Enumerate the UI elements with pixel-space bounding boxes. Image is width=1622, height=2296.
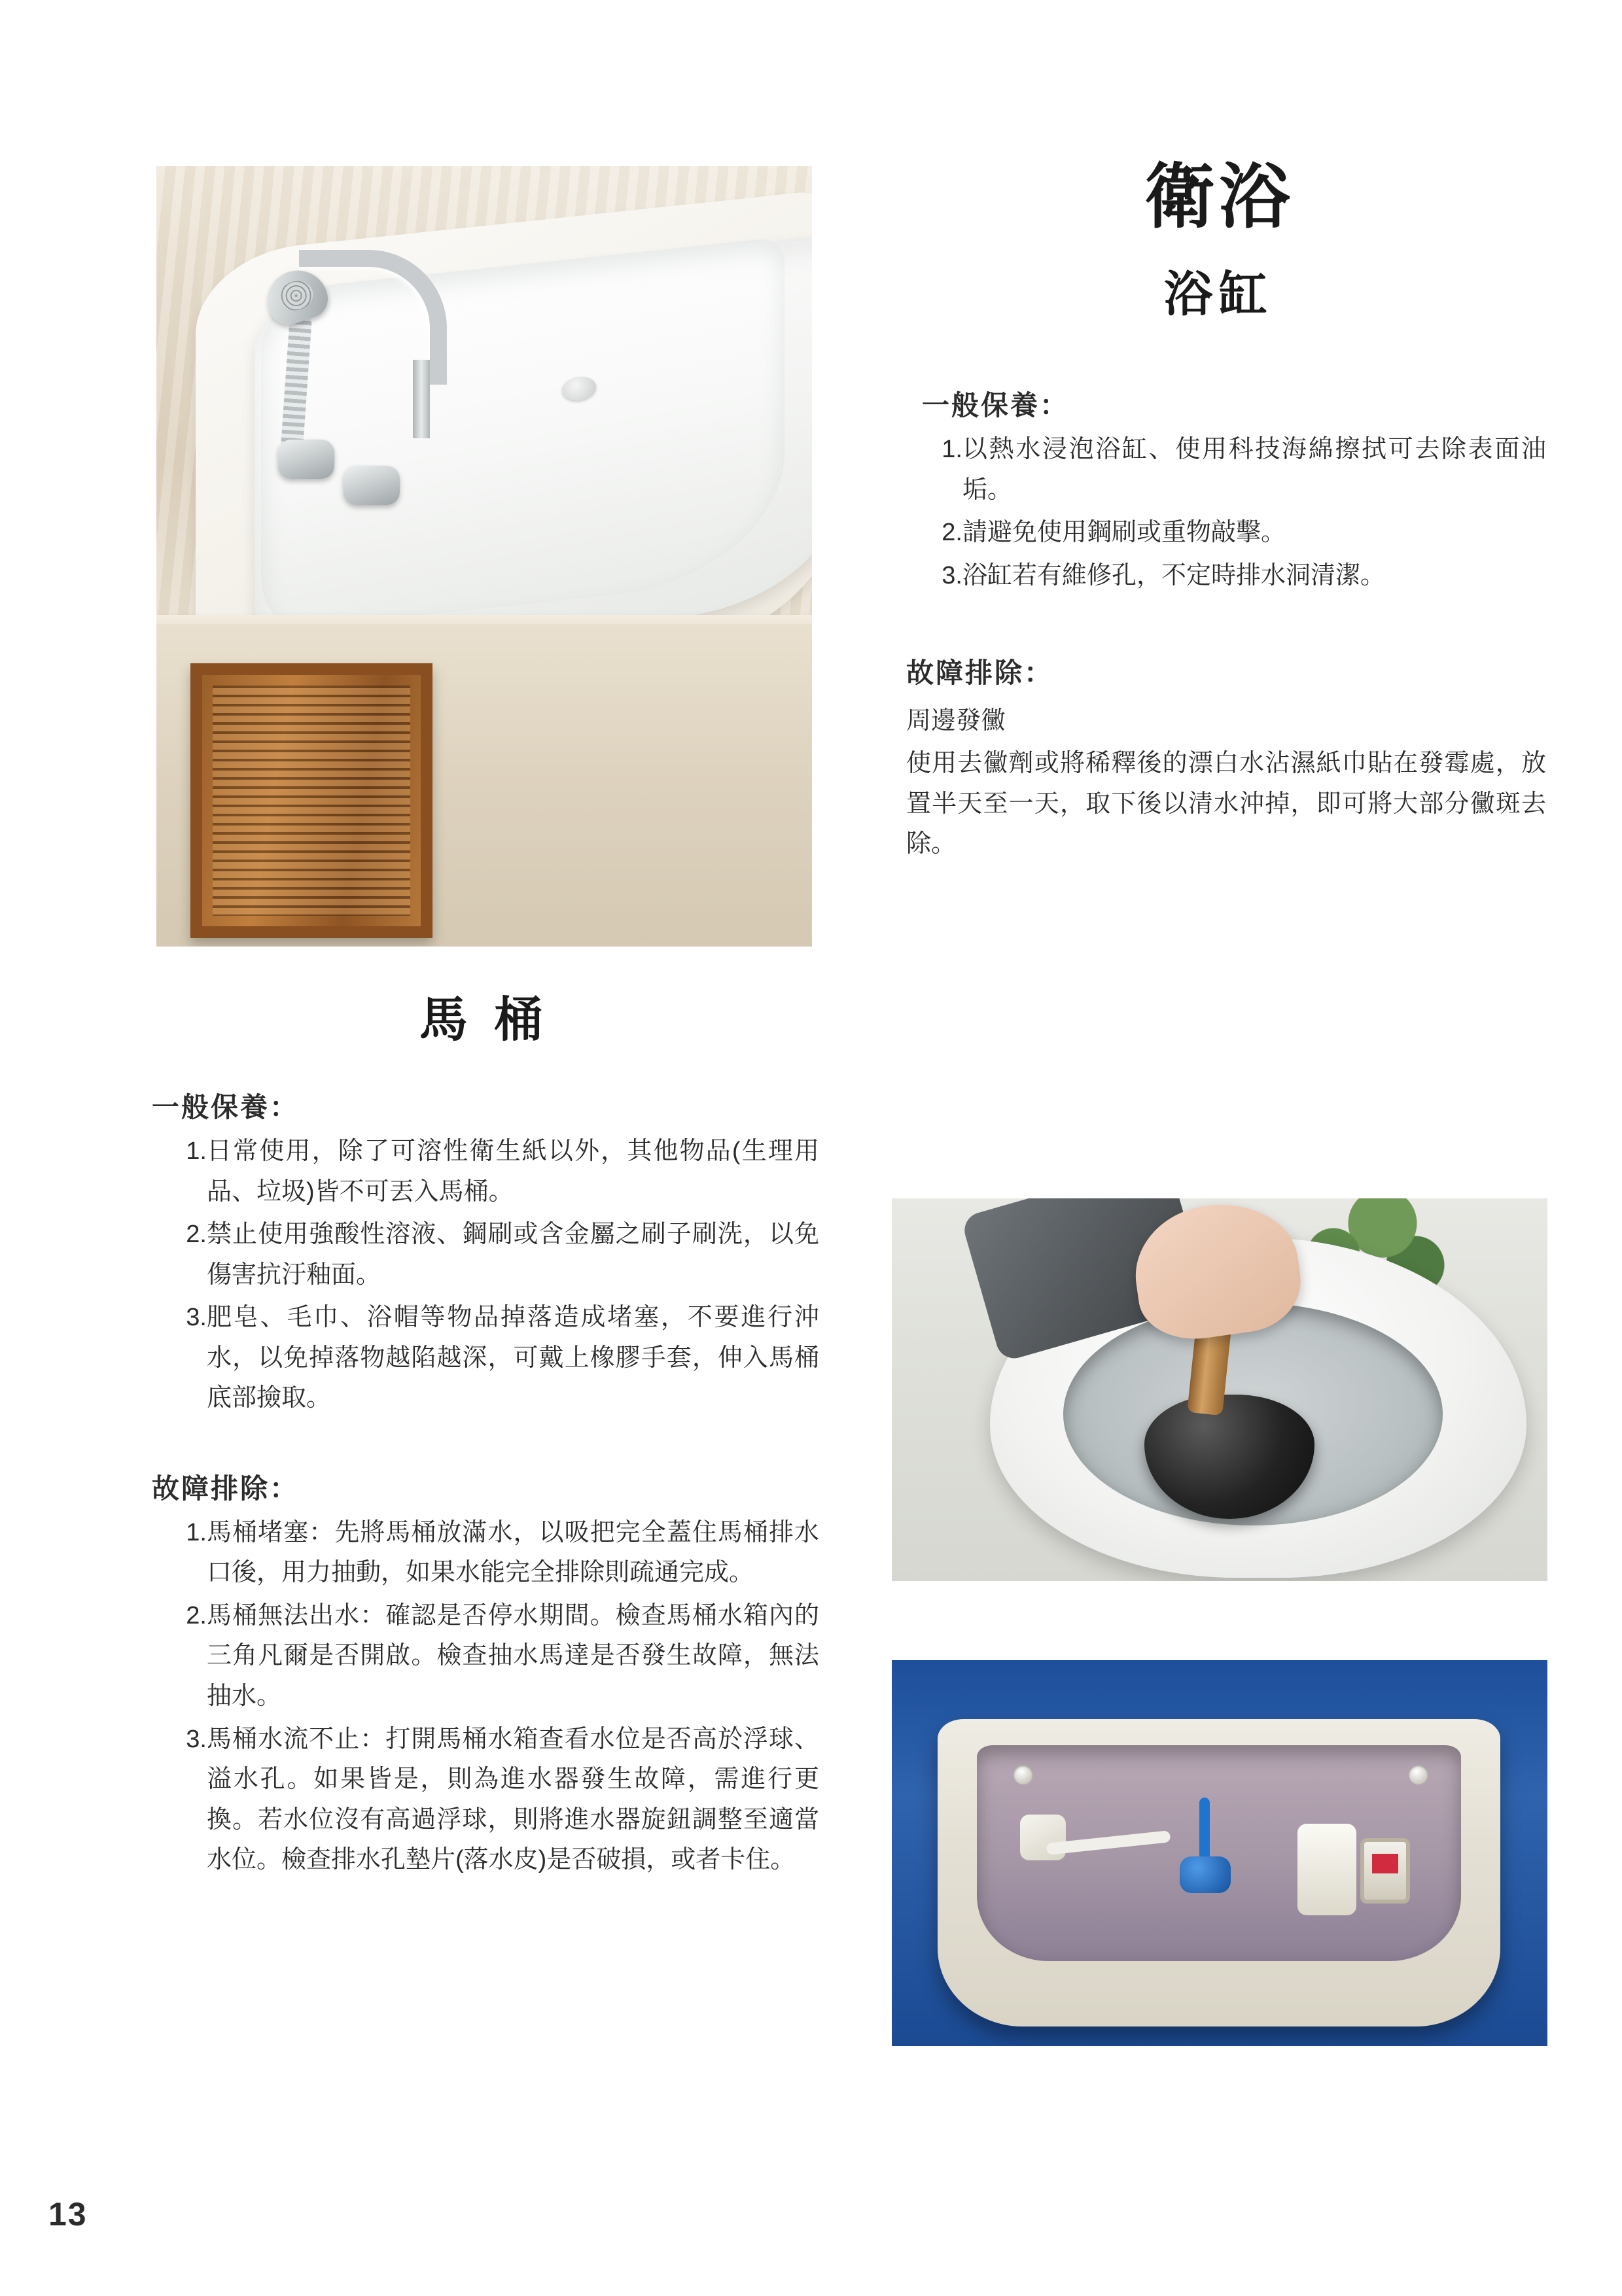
toilet-section bbox=[152, 1086, 819, 1883]
list-number: 1. bbox=[942, 436, 962, 464]
list-item bbox=[166, 1298, 819, 1419]
list-item bbox=[922, 556, 1546, 597]
float-cup bbox=[1180, 1856, 1231, 1893]
bathtub-photo bbox=[156, 166, 812, 947]
bathtub-maintenance-label: 一般保養： bbox=[922, 390, 1070, 421]
bathtub-troubleshoot-label: 故障排除： bbox=[906, 657, 1054, 688]
list-item bbox=[166, 1720, 819, 1881]
list-text: 請避免使用鋼刷或重物敲擊。 bbox=[962, 519, 1286, 547]
list-number: 2. bbox=[942, 519, 962, 547]
page-number: 13 bbox=[48, 2196, 88, 2233]
flush-valve-tube bbox=[1297, 1824, 1356, 1915]
list-text: 浴缸若有維修孔，不定時排水洞清潔。 bbox=[962, 562, 1386, 590]
list-text: 以熱水浸泡浴缸、使用科技海綿擦拭可去除表面油垢。 bbox=[962, 436, 1546, 504]
toilet-maintenance-label: 一般保養： bbox=[152, 1092, 300, 1122]
page-title: 衛浴 bbox=[1144, 157, 1294, 236]
list-item bbox=[922, 430, 1546, 510]
list-number: 2. bbox=[186, 1221, 207, 1249]
bathtub-handle-right bbox=[344, 466, 400, 505]
toilet-troubleshoot-label: 故障排除： bbox=[152, 1472, 300, 1504]
list-text: 肥皂、毛巾、浴帽等物品掉落造成堵塞，不要進行沖水，以免掉落物越陷越深，可戴上橡膠手套，伸入馬桶底部撿取。 bbox=[207, 1304, 819, 1412]
list-number: 3. bbox=[186, 1725, 207, 1753]
toilet-maintenance-list bbox=[152, 1132, 819, 1419]
list-number: 1. bbox=[186, 1138, 207, 1165]
bathtub-troubleshoot-text: 使用去黴劑或將稀釋後的漂白水沾濕紙巾貼在發霉處，放置半天至一天，取下後以清水沖掉，即可將大部分黴斑去除。 bbox=[906, 750, 1546, 858]
cistern-bolt-left bbox=[1014, 1765, 1033, 1784]
cistern-bolt-right bbox=[1409, 1765, 1428, 1784]
bathtub-faucet-stem bbox=[413, 360, 430, 438]
list-text: 馬桶水流不止：打開馬桶水箱查看水位是否高於浮球、溢水孔。如果皆是，則為進水器發生故障，需進行更換。若水位沒有高過浮球，則將進水器旋鈕調整至適當水位。檢查排水孔墊片(落水皮)是否破損，或者卡住。 bbox=[207, 1725, 819, 1874]
toilet-cistern-photo bbox=[892, 1660, 1547, 2046]
section-title-toilet: 馬 桶 bbox=[419, 992, 550, 1047]
section-title-toilet-wrapper bbox=[156, 981, 812, 1051]
bathtub-handle-left bbox=[278, 440, 334, 479]
list-number: 3. bbox=[186, 1304, 207, 1332]
list-item bbox=[166, 1215, 819, 1295]
bathtub-troubleshoot-subtitle: 周邊發黴 bbox=[906, 706, 1006, 735]
flush-valve-body bbox=[1360, 1838, 1410, 1904]
list-text: 馬桶堵塞：先將馬桶放滿水，以吸把完全蓋住馬桶排水口後，用力抽動，如果水能完全排除則疏通完成。 bbox=[207, 1518, 819, 1587]
section-title-bathtub: 浴缸 bbox=[1164, 267, 1274, 322]
list-number: 2. bbox=[186, 1601, 207, 1629]
list-item bbox=[166, 1513, 819, 1593]
list-item bbox=[922, 513, 1546, 553]
bathtub-maintenance-list bbox=[922, 430, 1546, 596]
bathtub-section bbox=[892, 157, 1546, 865]
list-item bbox=[166, 1596, 819, 1717]
toilet-plunger-photo bbox=[892, 1198, 1547, 1581]
list-text: 日常使用，除了可溶性衛生紙以外，其他物品(生理用品、垃圾)皆不可丟入馬桶。 bbox=[207, 1138, 819, 1206]
bathtub-wood-access-panel bbox=[190, 663, 432, 938]
list-number: 1. bbox=[186, 1518, 207, 1546]
list-text: 禁止使用強酸性溶液、鋼刷或含金屬之刷子刷洗，以免傷害抗汙釉面。 bbox=[207, 1221, 819, 1289]
list-number: 3. bbox=[942, 562, 962, 590]
list-item bbox=[166, 1132, 819, 1212]
list-text: 馬桶無法出水：確認是否停水期間。檢查馬桶水箱內的三角凡爾是否開啟。檢查抽水馬達是否發生故障，無法抽水。 bbox=[207, 1601, 819, 1711]
toilet-troubleshoot-list bbox=[152, 1513, 819, 1881]
